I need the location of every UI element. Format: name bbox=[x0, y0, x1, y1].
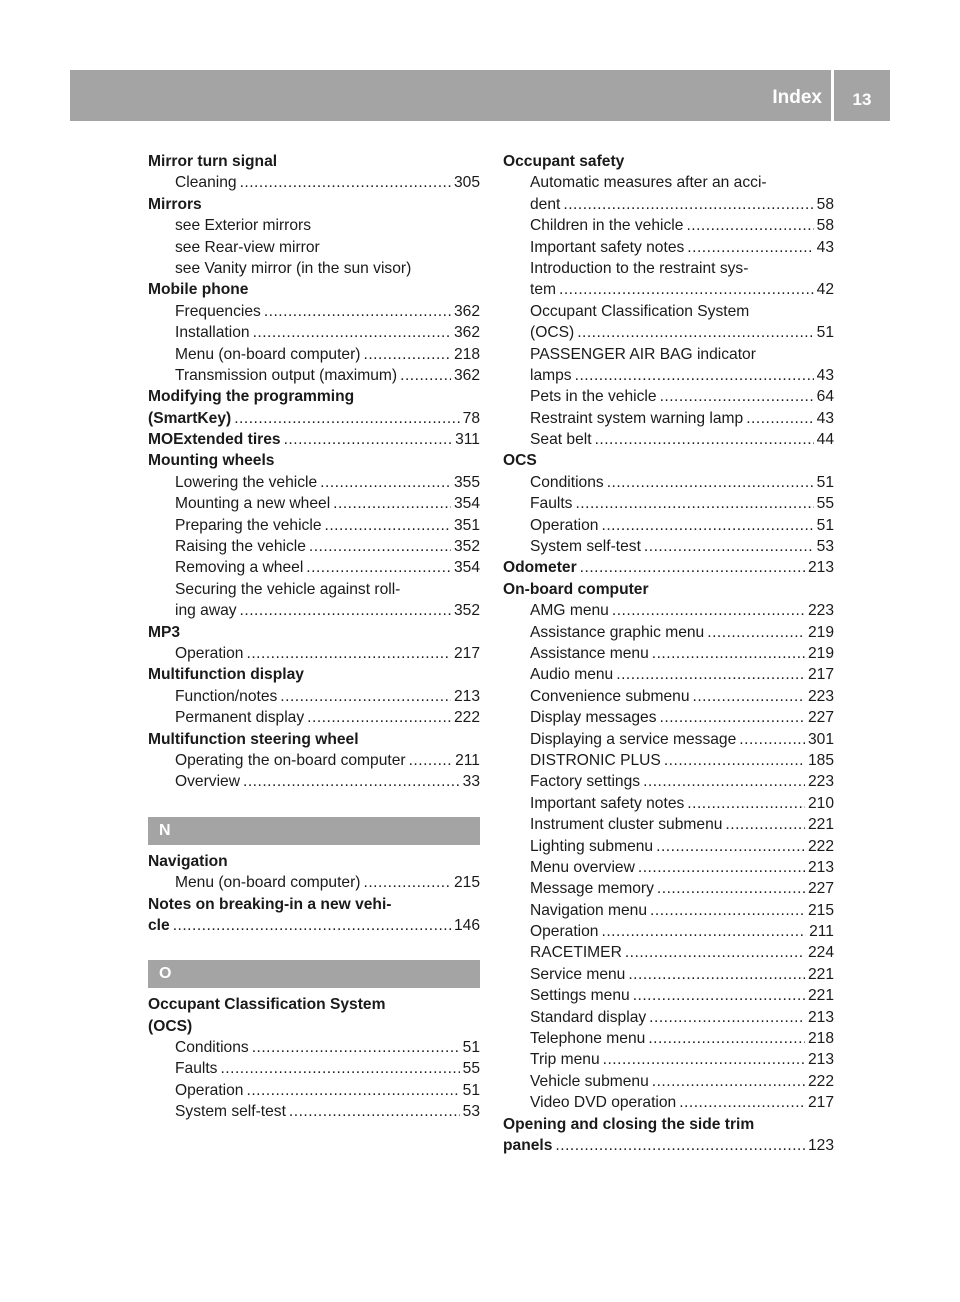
index-entry: Assistance menu ..... 219 bbox=[503, 643, 834, 664]
index-entry: Operation ..... 217 bbox=[148, 643, 480, 664]
index-entry: System self-test ..... 53 bbox=[503, 536, 834, 557]
index-heading: Modifying the programming bbox=[148, 388, 355, 406]
index-column-left bbox=[148, 151, 480, 1123]
index-entry: Trip menu ..... 213 bbox=[503, 1049, 834, 1070]
index-heading: OCS bbox=[503, 452, 537, 470]
index-entry: Telephone menu ..... 218 bbox=[503, 1028, 834, 1049]
header-title: Index bbox=[772, 87, 822, 108]
index-entry: Conditions ..... 51 bbox=[503, 472, 834, 493]
index-entry: Lighting submenu ..... 222 bbox=[503, 836, 834, 857]
index-entry: Transmission output (maximum) ..... 362 bbox=[148, 365, 480, 386]
index-see-reference: see Vanity mirror (in the sun visor) bbox=[175, 259, 412, 277]
index-entry: Displaying a service message ..... 301 bbox=[503, 729, 834, 750]
index-heading: MP3 bbox=[148, 623, 181, 641]
index-entry: Faults ..... 55 bbox=[148, 1058, 480, 1079]
index-entry: Faults ..... 55 bbox=[503, 493, 834, 514]
index-heading: Occupant safety bbox=[503, 153, 625, 170]
index-entry: Preparing the vehicle ..... 351 bbox=[148, 515, 480, 536]
section-letter-n: N bbox=[148, 817, 480, 845]
index-heading: Opening and closing the side trim bbox=[503, 1115, 755, 1133]
index-entry: AMG menu ..... 223 bbox=[503, 600, 834, 621]
index-entry: tem ..... 42 bbox=[503, 279, 834, 300]
section-letter-o: O bbox=[148, 960, 480, 988]
index-entry-wrap: PASSENGER AIR BAG indicator bbox=[530, 345, 756, 363]
index-entry: Children in the vehicle ..... 58 bbox=[503, 215, 834, 236]
index-heading: Notes on breaking-in a new vehi- bbox=[148, 895, 392, 913]
index-entry: RACETIMER ..... 224 bbox=[503, 942, 834, 963]
index-column-right bbox=[503, 151, 834, 1156]
index-entry: Convenience submenu ..... 223 bbox=[503, 686, 834, 707]
index-entry: dent ..... 58 bbox=[503, 194, 834, 215]
index-entry: Odometer ..... 213 bbox=[503, 557, 834, 578]
index-entry: Operation ..... 211 bbox=[503, 921, 834, 942]
index-heading: Mobile phone bbox=[148, 281, 249, 299]
index-entry: Vehicle submenu ..... 222 bbox=[503, 1071, 834, 1092]
index-entry: (OCS) ..... 51 bbox=[503, 322, 834, 343]
index-entry: cle ..... 146 bbox=[148, 915, 480, 936]
index-heading: Multifunction display bbox=[148, 666, 304, 684]
index-entry: Factory settings ..... 223 bbox=[503, 771, 834, 792]
index-heading: Mirror turn signal bbox=[148, 153, 278, 170]
index-entry: (SmartKey) ..... 78 bbox=[148, 408, 480, 429]
index-entry: Menu (on-board computer) ..... 218 bbox=[148, 344, 480, 365]
index-entry: Function/notes ..... 213 bbox=[148, 686, 480, 707]
index-heading: Multifunction steering wheel bbox=[148, 730, 359, 748]
index-entry: Standard display ..... 213 bbox=[503, 1007, 834, 1028]
index-heading: Occupant Classification System bbox=[148, 996, 386, 1014]
index-entry-wrap: Occupant Classification System bbox=[530, 302, 750, 320]
index-entry: Cleaning ..... 305 bbox=[148, 172, 480, 193]
index-entry: Message memory ..... 227 bbox=[503, 878, 834, 899]
index-entry-wrap: Automatic measures after an acci- bbox=[530, 174, 767, 192]
index-entry: Audio menu ..... 217 bbox=[503, 664, 834, 685]
index-entry: Operation ..... 51 bbox=[503, 515, 834, 536]
index-entry: Restraint system warning lamp ..... 43 bbox=[503, 408, 834, 429]
index-entry: Navigation menu ..... 215 bbox=[503, 900, 834, 921]
index-entry: Frequencies ..... 362 bbox=[148, 301, 480, 322]
index-entry: Important safety notes ..... 210 bbox=[503, 793, 834, 814]
index-entry: Service menu ..... 221 bbox=[503, 964, 834, 985]
index-entry: Instrument cluster submenu ..... 221 bbox=[503, 814, 834, 835]
page-number: 13 bbox=[852, 90, 872, 109]
index-heading: On-board computer bbox=[503, 580, 649, 598]
index-see-reference: see Exterior mirrors bbox=[175, 217, 312, 235]
index-entry: Permanent display ..... 222 bbox=[148, 707, 480, 728]
index-entry: Video DVD operation ..... 217 bbox=[503, 1092, 834, 1113]
index-entry: Lowering the vehicle ..... 355 bbox=[148, 472, 480, 493]
index-heading: (OCS) bbox=[148, 1017, 193, 1035]
index-entry: Overview ..... 33 bbox=[148, 771, 480, 792]
index-entry: lamps ..... 43 bbox=[503, 365, 834, 386]
index-entry: Operating the on-board computer ..... 211 bbox=[148, 750, 480, 771]
index-entry: Display messages ..... 227 bbox=[503, 707, 834, 728]
index-entry: Conditions ..... 51 bbox=[148, 1037, 480, 1058]
index-entry: ing away ..... 352 bbox=[148, 600, 480, 621]
index-heading: Mounting wheels bbox=[148, 452, 275, 470]
index-entry: DISTRONIC PLUS ..... 185 bbox=[503, 750, 834, 771]
index-entry: Seat belt ..... 44 bbox=[503, 429, 834, 450]
index-entry: Menu (on-board computer) ..... 215 bbox=[148, 872, 480, 893]
index-entry: panels ..... 123 bbox=[503, 1135, 834, 1156]
index-entry: Settings menu ..... 221 bbox=[503, 985, 834, 1006]
index-entry-wrap: Securing the vehicle against roll- bbox=[175, 580, 401, 598]
index-entry: Raising the vehicle ..... 352 bbox=[148, 536, 480, 557]
index-entry: Operation ..... 51 bbox=[148, 1080, 480, 1101]
index-heading: Navigation bbox=[148, 852, 228, 870]
index-entry: Assistance graphic menu ..... 219 bbox=[503, 622, 834, 643]
index-heading: Mirrors bbox=[148, 195, 202, 213]
index-entry: Menu overview ..... 213 bbox=[503, 857, 834, 878]
index-entry: Important safety notes ..... 43 bbox=[503, 237, 834, 258]
obc-entry-list bbox=[503, 600, 834, 1113]
index-entry-wrap: Introduction to the restraint sys- bbox=[530, 259, 749, 277]
index-entry: System self-test ..... 53 bbox=[148, 1101, 480, 1122]
index-entry: Removing a wheel ..... 354 bbox=[148, 557, 480, 578]
index-see-reference: see Rear-view mirror bbox=[175, 238, 320, 256]
index-entry: Pets in the vehicle ..... 64 bbox=[503, 386, 834, 407]
index-entry: Mounting a new wheel ..... 354 bbox=[148, 493, 480, 514]
page-header-bar bbox=[70, 70, 890, 121]
index-entry: MOExtended tires ..... 311 bbox=[148, 429, 480, 450]
index-entry: Installation ..... 362 bbox=[148, 322, 480, 343]
